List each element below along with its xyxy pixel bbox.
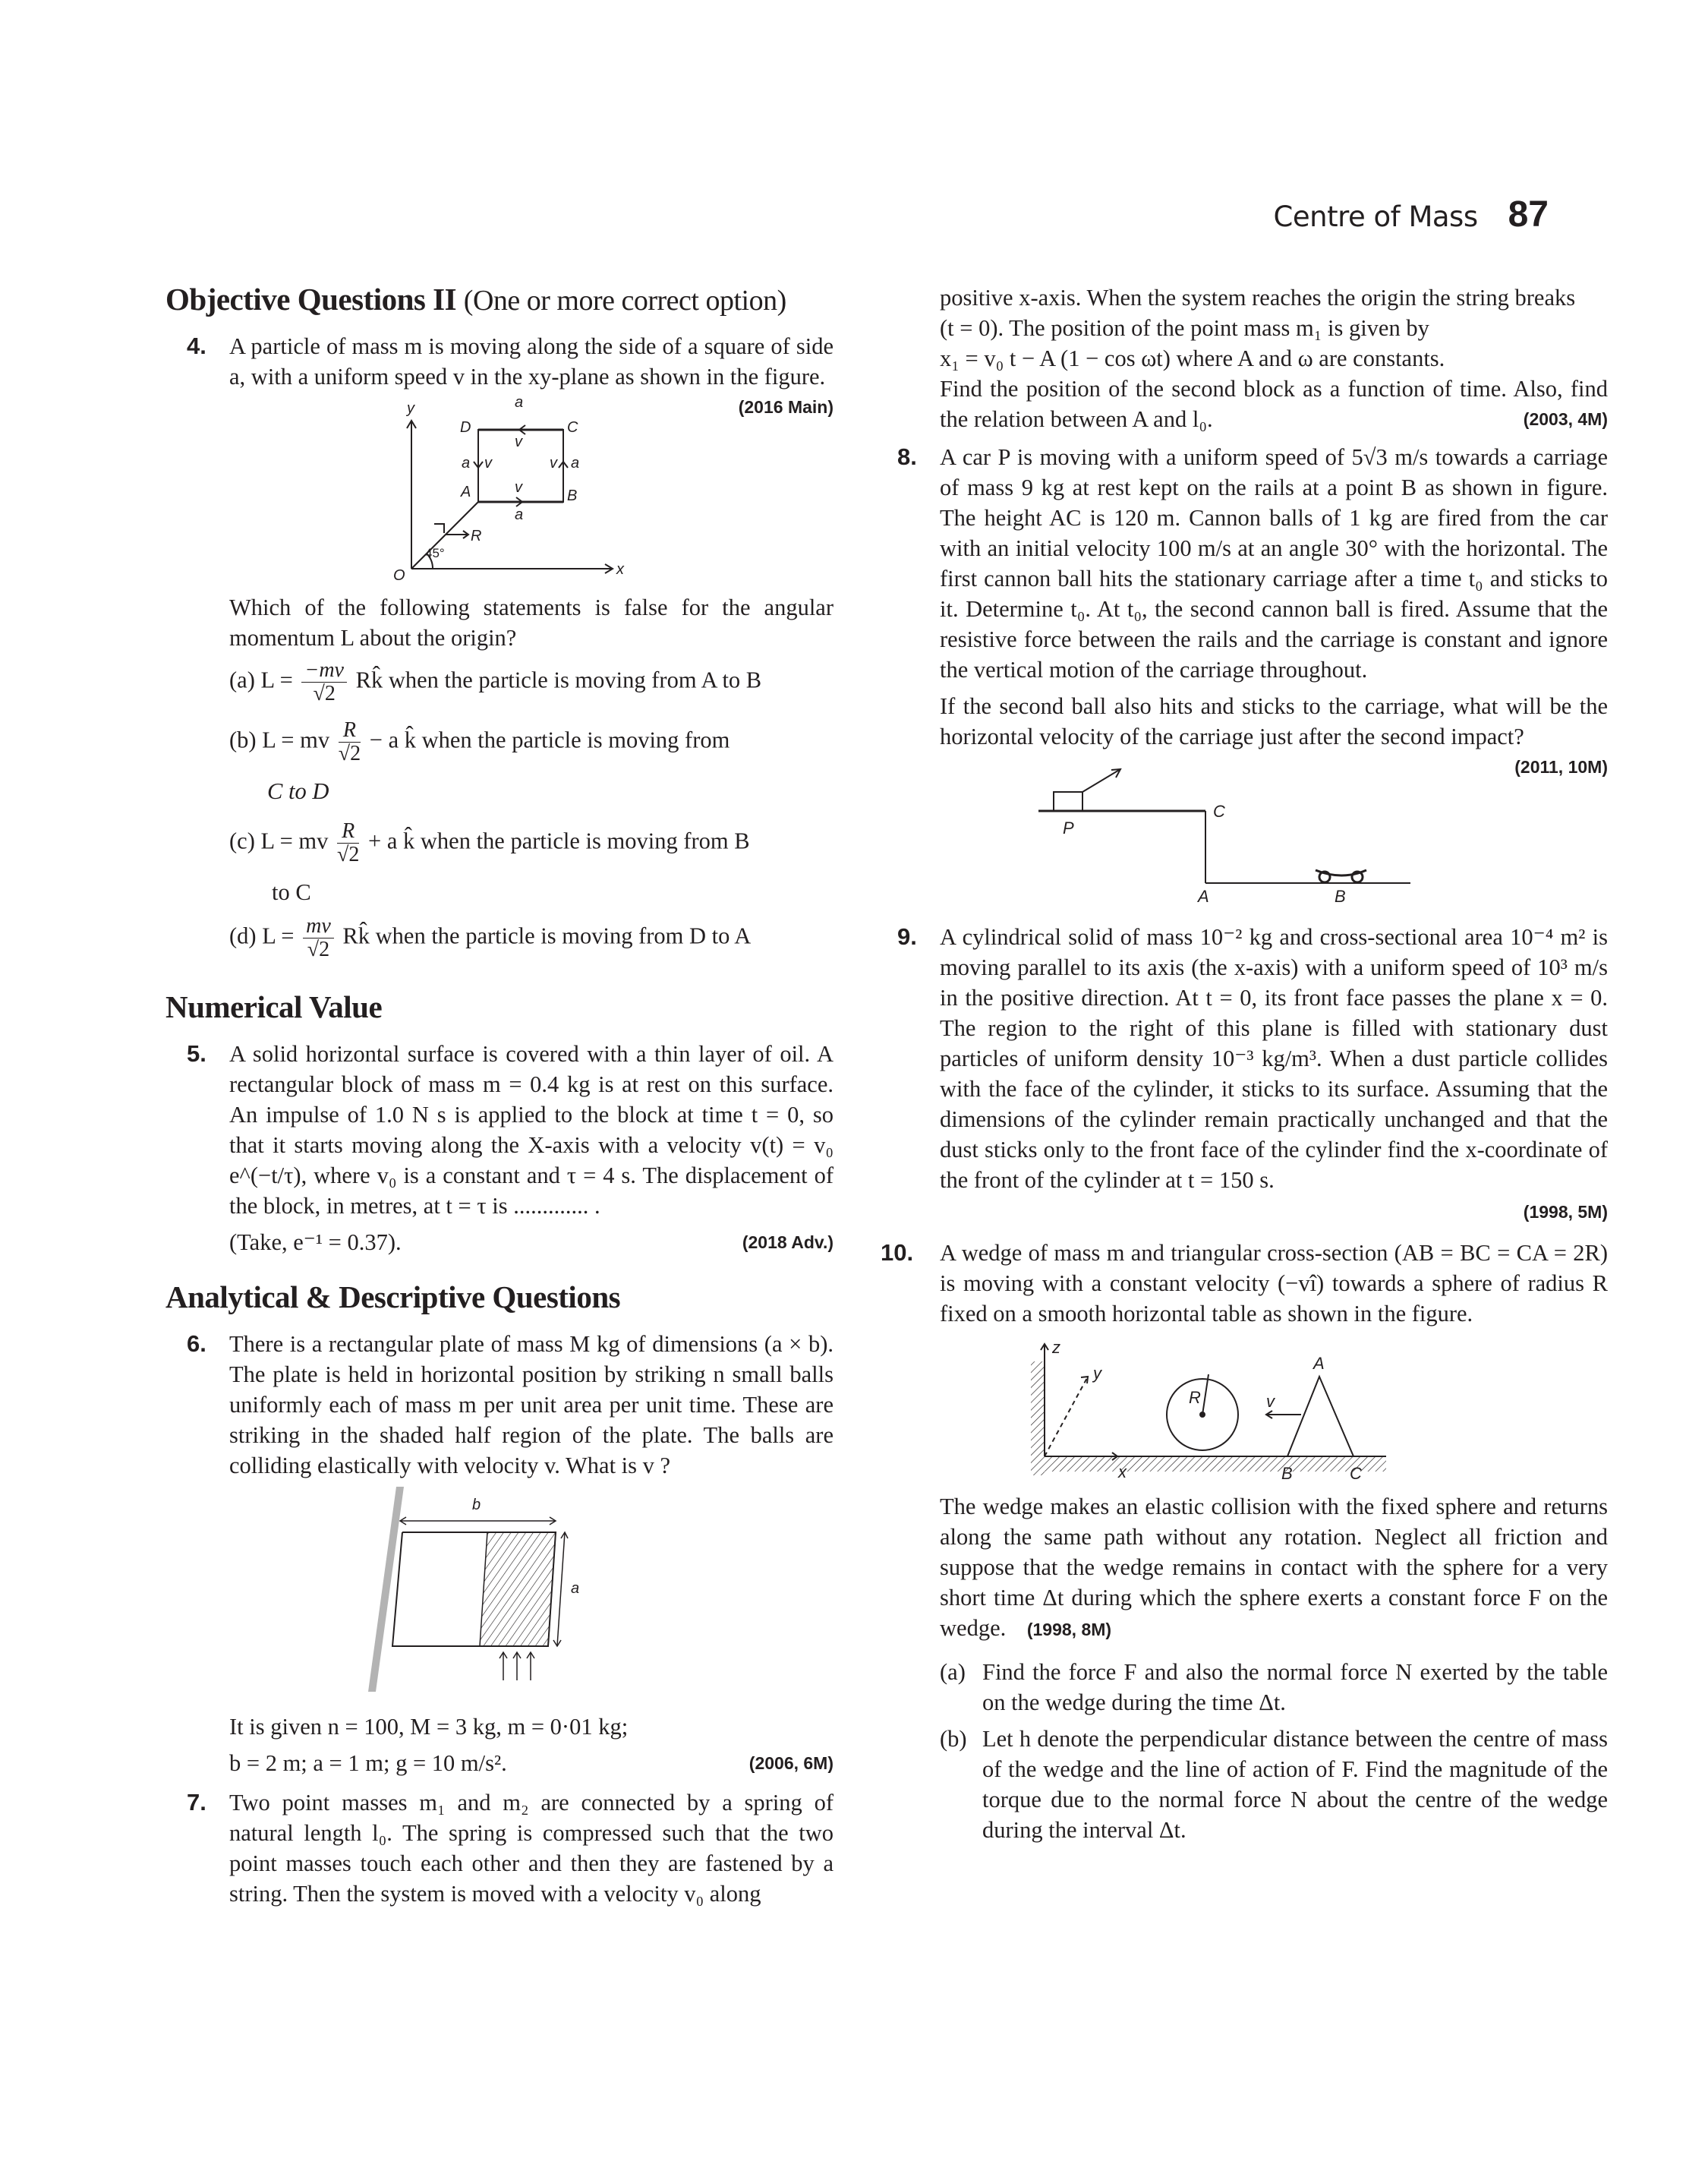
option-continuation: to C bbox=[272, 879, 311, 905]
option-label: (c) L = mv bbox=[229, 828, 329, 854]
option-text: Rk̂ when the particle is moving from A to B bbox=[355, 667, 762, 693]
svg-text:v: v bbox=[1266, 1392, 1275, 1411]
svg-text:b: b bbox=[472, 1497, 481, 1513]
question-number: 10. bbox=[881, 1239, 914, 1266]
question-number: 4. bbox=[187, 333, 206, 359]
section-title-objective bbox=[165, 281, 834, 317]
option-text: − a k̂ when the particle is moving from bbox=[369, 727, 730, 753]
svg-text:B: B bbox=[567, 487, 578, 504]
car-cliff-figure bbox=[1016, 758, 1410, 910]
question-text: Two point masses m₁ and m₂ are connected by a spring of natural length l₀. The spring is compressed such that the two point masses touch each other and then they are fastened by a string. Then the system is moved with a velocity v₀ along bbox=[229, 1790, 834, 1907]
fraction: $\frac{R}{√2}$ bbox=[337, 819, 360, 866]
svg-text:x: x bbox=[1118, 1462, 1127, 1481]
svg-text:D: D bbox=[460, 419, 471, 436]
question-text: positive x-axis. When the system reaches the origin the string breaks bbox=[940, 285, 1576, 311]
option-d[interactable] bbox=[229, 915, 834, 961]
question-number: 8. bbox=[897, 443, 917, 470]
question-text: The wedge makes an elastic collision with the fixed sphere and returns along the same path without any rotation. Neglect all friction and suppose that the wedge remains in contact with the sphere for a very short time Δt during which the sphere exerts a constant force F on the wedge. bbox=[940, 1494, 1608, 1641]
question-4 bbox=[165, 331, 834, 961]
svg-text:B: B bbox=[1335, 887, 1346, 906]
question-text: Find the position of the second block as a function of time. Also, find the relation between A and l₀. bbox=[940, 376, 1608, 432]
option-a[interactable] bbox=[229, 659, 834, 705]
given-values-2: b = 2 m; a = 1 m; g = 10 m/s². bbox=[229, 1750, 507, 1776]
question-reference: (2006, 6M) bbox=[748, 1753, 834, 1773]
svg-text:v: v bbox=[484, 455, 492, 472]
question-reference: (1998, 8M) bbox=[1026, 1620, 1112, 1639]
section-subtitle: (One or more correct option) bbox=[463, 285, 786, 317]
svg-text:R: R bbox=[1189, 1388, 1201, 1407]
svg-text:A: A bbox=[1198, 887, 1209, 906]
question-reference: (2003, 4M) bbox=[1523, 409, 1608, 429]
svg-text:B: B bbox=[1281, 1464, 1293, 1483]
question-5 bbox=[165, 1039, 834, 1257]
left-column bbox=[165, 281, 834, 1915]
section-title-analytical: Analytical & Descriptive Questions bbox=[165, 1279, 621, 1314]
plate-figure bbox=[320, 1487, 609, 1707]
svg-text:A: A bbox=[461, 484, 471, 500]
question-hint: (Take, e⁻¹ = 0.37). bbox=[229, 1229, 402, 1255]
option-label: (b) L = mv bbox=[229, 727, 330, 753]
question-text: A car P is moving with a uniform speed of 5√3 m/s towards a carriage of mass 9 kg at rest kept on the rails at a point B as shown in figure. The height AC is 120 m. Cannon balls of 1 kg are fired from the car with an initial velocity 100 m/s at an angle 30° with the horizontal. The first cannon ball hits the stationary carriage after a time t₀ and sticks to it. Determine t₀. At t₀, the second cannon ball is fired. Assume that the resistive force between the rails and the carriage is constant and ignore the vertical motion of the carriage throughout. bbox=[940, 444, 1608, 683]
section-title-text: Objective Questions II bbox=[165, 282, 457, 317]
sub-question-text: Find the force F and also the normal force N exerted by the table on the wedge during the time Δt. bbox=[982, 1659, 1608, 1715]
sub-question-label: (b) bbox=[940, 1726, 967, 1752]
question-text: (t = 0). The position of the point mass m₁ is given by bbox=[940, 315, 1429, 341]
svg-text:a: a bbox=[515, 398, 524, 411]
question-prompt: Which of the following statements is false for the angular momentum L about the origin? bbox=[229, 595, 834, 651]
option-b[interactable] bbox=[229, 719, 834, 806]
page-number: 87 bbox=[1508, 194, 1549, 235]
sub-question-label: (a) bbox=[940, 1659, 966, 1685]
question-number: 7. bbox=[187, 1789, 206, 1815]
fraction: $\frac{R}{√2}$ bbox=[338, 718, 361, 765]
svg-text:C: C bbox=[567, 419, 578, 436]
page-header bbox=[1274, 194, 1549, 235]
svg-text:C: C bbox=[1350, 1464, 1362, 1483]
option-label: (a) L = bbox=[229, 667, 293, 693]
svg-text:a: a bbox=[571, 455, 580, 472]
svg-text:v: v bbox=[550, 455, 557, 472]
question-text: x₁ = v₀ t − A (1 − cos ωt) where A and ω are constants. bbox=[940, 345, 1445, 371]
svg-text:v: v bbox=[515, 434, 522, 450]
option-label: (d) L = bbox=[229, 923, 295, 949]
chapter-title: Centre of Mass bbox=[1273, 200, 1478, 233]
option-c[interactable] bbox=[229, 820, 834, 907]
right-column bbox=[881, 282, 1608, 1848]
fraction: $\frac{-mv}{√2}$ bbox=[301, 659, 347, 705]
question-number: 5. bbox=[187, 1040, 206, 1067]
question-text: A wedge of mass m and triangular cross-section (AB = BC = CA = 2R) is moving with a constant velocity (−vî) towards a sphere of radius R fixed on a smooth horizontal table as shown in the figure. bbox=[940, 1240, 1608, 1327]
question-7 bbox=[165, 1787, 834, 1909]
question-7-continued bbox=[940, 282, 1608, 434]
sub-question-b bbox=[940, 1724, 1608, 1845]
question-6 bbox=[165, 1329, 834, 1778]
given-values-1: It is given n = 100, M = 3 kg, m = 0·01 kg; bbox=[229, 1714, 629, 1740]
svg-text:P: P bbox=[1063, 819, 1074, 838]
question-text: If the second ball also hits and sticks to the carriage, what will be the horizontal velocity of the carriage just after the second impact? bbox=[940, 693, 1608, 749]
fraction: $\frac{mv}{√2}$ bbox=[303, 915, 334, 961]
question-9 bbox=[876, 922, 1608, 1227]
svg-text:v: v bbox=[515, 479, 522, 496]
option-continuation: C to D bbox=[267, 778, 329, 804]
question-reference: (2018 Adv.) bbox=[742, 1232, 834, 1252]
svg-text:y: y bbox=[407, 400, 414, 417]
question-text: There is a rectangular plate of mass M kg of dimensions (a × b). The plate is held in horizontal position by striking n small balls uniformly each of mass m per unit area per unit time. These are striking in the shaded half region of the plate. The balls are colliding elastically with velocity v. What is v ? bbox=[229, 1331, 834, 1478]
question-10 bbox=[876, 1238, 1608, 1845]
question-text: A solid horizontal surface is covered with a thin layer of oil. A rectangular block of mass m = 0.4 kg is at rest on this surface. An impulse of 1.0 N s is applied to the block at time t = 0, so that it starts moving along the X-axis with a velocity v(t) = v₀ e^(−t/τ), where v₀ is a constant and τ = 4 s. The displacement of the block, in metres, at t = τ is ............. . bbox=[229, 1041, 834, 1219]
svg-text:a: a bbox=[515, 506, 524, 523]
question-number: 6. bbox=[187, 1330, 206, 1357]
option-text: Rk̂ when the particle is moving from D to A bbox=[342, 923, 752, 949]
svg-text:a: a bbox=[571, 1580, 580, 1597]
wedge-sphere-figure bbox=[1016, 1335, 1410, 1487]
svg-text:C: C bbox=[1213, 802, 1225, 821]
svg-text:R: R bbox=[471, 528, 482, 544]
svg-text:A: A bbox=[1313, 1354, 1325, 1373]
svg-text:O: O bbox=[393, 567, 405, 580]
svg-text:x: x bbox=[616, 561, 624, 578]
svg-text:y: y bbox=[1093, 1364, 1101, 1383]
question-8 bbox=[876, 442, 1608, 910]
question-reference: (2011, 10M) bbox=[1514, 757, 1608, 777]
sub-question-a bbox=[940, 1657, 1608, 1718]
sub-question-text: Let h denote the perpendicular distance between the centre of mass of the wedge and the line of action of F. Find the magnitude of the torque due to the normal force N about the centre of the wedge during the interval Δt. bbox=[982, 1726, 1608, 1843]
question-reference: (1998, 5M) bbox=[1523, 1202, 1608, 1222]
svg-text:z: z bbox=[1052, 1338, 1060, 1357]
question-text: A particle of mass m is moving along the side of a square of side a, with a uniform speed v in the xy-plane as shown in the figure. bbox=[229, 333, 834, 390]
square-path-figure bbox=[381, 398, 639, 580]
question-number: 9. bbox=[897, 923, 917, 950]
question-text: A cylindrical solid of mass 10⁻² kg and cross-sectional area 10⁻⁴ m² is moving parallel to its axis (the x-axis) with a uniform speed of 10³ m/s in the positive direction. At t = 0, its front face passes the plane x = 0. The region to the right of this plane is filled with stationary dust particles of uniform density 10⁻³ kg/m³. When a dust particle collides with the face of the cylinder, it sticks to its surface. Assuming that the dimensions of the cylinder remain practically unchanged and that the dust sticks only to the front face of the cylinder find the x-coordinate of the front of the cylinder at t = 150 s. bbox=[940, 924, 1608, 1193]
question-reference: (2016 Main) bbox=[738, 397, 834, 417]
option-text: + a k̂ when the particle is moving from B bbox=[368, 828, 750, 854]
svg-text:45°: 45° bbox=[425, 546, 445, 560]
section-title-numerical: Numerical Value bbox=[165, 989, 383, 1024]
svg-text:a: a bbox=[462, 455, 471, 472]
